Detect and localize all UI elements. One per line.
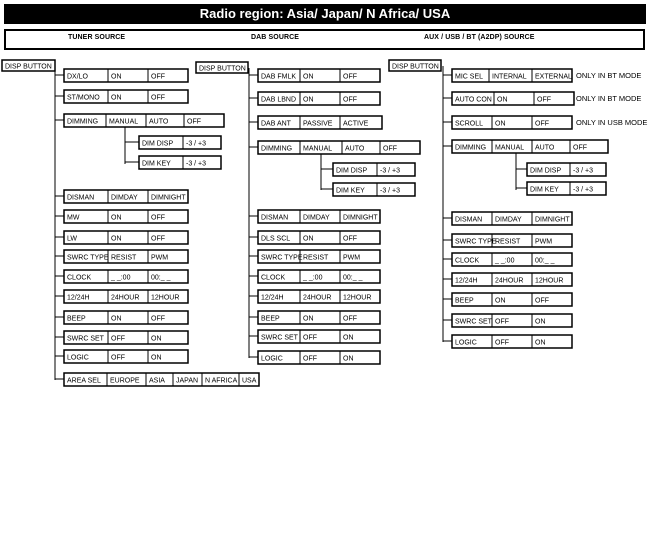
aux-row-swrc-type — [452, 234, 572, 247]
tuner-row-area-sel-cell-4: N AFRICA — [205, 377, 238, 385]
dab-row-dim-disp-cell-1: -3 / +3 — [380, 167, 401, 175]
dab-row-swrc-type — [258, 250, 380, 263]
tuner-row-12-24h-cell-1: 24HOUR — [111, 294, 140, 302]
dab-row-dls-scl-cell-2: OFF — [343, 235, 357, 243]
tuner-row-dx-lo-cell-2: OFF — [151, 73, 165, 81]
aux-row-logic-cell-1: OFF — [495, 339, 509, 347]
aux-row-12-24h-cell-1: 24HOUR — [495, 277, 524, 285]
tuner-row-dimming-cell-0: DIMMING — [67, 118, 99, 126]
aux-row-scroll-cell-0: SCROLL — [455, 120, 484, 128]
aux-row-logic-cell-2: ON — [535, 339, 546, 347]
tuner-row-beep-cell-2: OFF — [151, 315, 165, 323]
dab-row-12-24h-cell-1: 24HOUR — [303, 294, 332, 302]
tuner-source-header: TUNER SOURCE — [68, 34, 126, 41]
tuner-row-logic-cell-2: ON — [151, 354, 162, 362]
dab-row-logic — [258, 351, 380, 364]
dab-row-12-24h — [258, 290, 380, 303]
dab-row-dim-key-cell-1: -3 / +3 — [380, 187, 401, 195]
aux-row-disman-cell-1: DIMDAY — [495, 216, 522, 224]
tuner-row-lw — [64, 231, 188, 244]
tuner-row-dx-lo-cell-0: DX/LO — [67, 73, 89, 81]
aux-row-dimming-cell-3: OFF — [573, 144, 587, 152]
dab-row-dab-lbnd — [258, 92, 380, 105]
aux-row-dimming — [452, 140, 608, 153]
tuner-row-swrc-type — [64, 250, 188, 263]
tuner-row-mw-frame — [64, 210, 188, 223]
dab-row-dls-scl — [258, 231, 380, 244]
dab-row-logic-cell-0: LOGIC — [261, 355, 283, 363]
dab-row-dab-lbnd-cell-1: ON — [303, 96, 314, 104]
aux-row-swrc-set-cell-0: SWRC SET — [455, 318, 492, 326]
dab-row-clock-cell-1: _ _:00 — [303, 274, 323, 282]
aux-row-auto-con-cell-2: OFF — [537, 96, 551, 104]
tuner-row-dx-lo — [64, 69, 188, 82]
aux-row-beep-cell-1: ON — [495, 297, 506, 305]
aux-row-mic-sel — [452, 69, 572, 82]
dab-row-swrc-type-cell-1: RESIST — [303, 254, 329, 262]
aux-row-beep-cell-0: BEEP — [455, 297, 474, 305]
aux-row-dim-key-cell-0: DIM KEY — [530, 186, 559, 194]
dab-row-logic-cell-1: OFF — [303, 355, 317, 363]
aux-row-clock-cell-1: _ _:00 — [495, 257, 515, 265]
aux-row-dimming-cell-1: MANUAL — [495, 144, 525, 152]
tuner-row-dim-key — [139, 156, 221, 169]
aux-row-swrc-set-cell-1: OFF — [495, 318, 509, 326]
aux-row-dimming-cell-2: AUTO — [535, 144, 555, 152]
aux-row-dim-disp — [527, 163, 606, 176]
dab-row-dls-scl-cell-1: ON — [303, 235, 314, 243]
tuner-row-dim-disp — [139, 136, 221, 149]
dab-row-dim-key-cell-0: DIM KEY — [336, 187, 365, 195]
tuner-row-clock — [64, 270, 188, 283]
tuner-row-dim-disp-cell-1: -3 / +3 — [186, 140, 207, 148]
aux-row-mic-sel-cell-1: INTERNAL — [492, 73, 527, 81]
aux-row-scroll-cell-2: OFF — [535, 120, 549, 128]
tuner-row-disman-cell-2: DIMNIGHT — [151, 194, 186, 202]
dab-row-swrc-type-cell-0: SWRC TYPE — [261, 254, 303, 262]
tuner-row-swrc-type-cell-0: SWRC TYPE — [67, 254, 109, 262]
dab-row-dimming — [258, 141, 420, 154]
dab-row-dimming-cell-1: MANUAL — [303, 145, 333, 153]
dab-row-12-24h-cell-0: 12/24H — [261, 294, 284, 302]
tuner-row-dx-lo-cell-1: ON — [111, 73, 122, 81]
dab-row-beep — [258, 311, 380, 324]
aux-row-dim-key-cell-1: -3 / +3 — [573, 186, 594, 194]
dab-row-dab-ant — [258, 116, 382, 129]
tuner-row-disman-cell-0: DISMAN — [67, 194, 95, 202]
dab-row-12-24h-cell-2: 12HOUR — [343, 294, 372, 302]
aux-row-disman-cell-2: DIMNIGHT — [535, 216, 570, 224]
tuner-row-beep-cell-0: BEEP — [67, 315, 86, 323]
dab-row-dab-ant-cell-0: DAB ANT — [261, 120, 291, 128]
aux-row-auto-con — [452, 92, 574, 105]
tuner-row-logic-cell-0: LOGIC — [67, 354, 89, 362]
tuner-row-beep-cell-1: ON — [111, 315, 122, 323]
tuner-row-dimming — [64, 114, 224, 127]
dab-row-beep-cell-1: ON — [303, 315, 314, 323]
aux-row-12-24h-cell-2: 12HOUR — [535, 277, 564, 285]
dab-row-dimming-cell-2: AUTO — [345, 145, 365, 153]
dab-row-dab-fmlk-cell-1: ON — [303, 73, 314, 81]
diagram-title: Radio region: Asia/ Japan/ N Africa/ USA — [4, 4, 646, 24]
aux-row-beep-cell-2: OFF — [535, 297, 549, 305]
dab-row-disman-cell-0: DISMAN — [261, 214, 289, 222]
aux-source-header: AUX / USB / BT (A2DP) SOURCE — [424, 34, 535, 41]
aux-row-mic-sel-cell-2: EXTERNAL — [535, 73, 572, 81]
aux-row-disman — [452, 212, 572, 225]
tuner-row-area-sel-cell-0: AREA SEL — [67, 377, 101, 385]
tuner-row-logic — [64, 350, 188, 363]
aux-row-beep — [452, 293, 572, 306]
tuner-row-logic-cell-1: OFF — [111, 354, 125, 362]
dab-row-swrc-set-cell-0: SWRC SET — [261, 334, 298, 342]
dab-row-beep-cell-2: OFF — [343, 315, 357, 323]
dab-row-clock — [258, 270, 380, 283]
aux-row-logic-cell-0: LOGIC — [455, 339, 477, 347]
tuner-row-swrc-type-cell-1: RESIST — [111, 254, 137, 262]
dab-row-dim-disp-cell-0: DIM DISP — [336, 167, 368, 175]
aux-row-swrc-set-cell-2: ON — [535, 318, 546, 326]
tuner-row-mw-cell-2: OFF — [151, 214, 165, 222]
dab-row-dab-lbnd-cell-2: OFF — [343, 96, 357, 104]
tuner-row-lw-frame — [64, 231, 188, 244]
aux-row-scroll-cell-1: ON — [495, 120, 506, 128]
tuner-row-dim-disp-cell-0: DIM DISP — [142, 140, 174, 148]
dab-row-logic-cell-2: ON — [343, 355, 354, 363]
dab-row-dab-lbnd-cell-0: DAB LBND — [261, 96, 297, 104]
dab-row-disman — [258, 210, 380, 223]
dab-source-header: DAB SOURCE — [251, 34, 300, 41]
dab-row-swrc-type-cell-2: PWM — [343, 254, 361, 262]
dab-row-clock-cell-2: 00:_ _ — [343, 274, 363, 282]
tuner-row-dim-key-cell-0: DIM KEY — [142, 160, 171, 168]
tuner-row-lw-cell-2: OFF — [151, 235, 165, 243]
tuner-row-clock-cell-2: 00:_ _ — [151, 274, 171, 282]
mode-note-1: ONLY IN BT MODE — [576, 94, 642, 103]
aux-row-clock-cell-2: 00:_ _ — [535, 257, 555, 265]
tuner-row-disman — [64, 190, 188, 203]
tuner-row-swrc-set-cell-2: ON — [151, 335, 162, 343]
tuner-row-lw-cell-0: LW — [67, 235, 77, 243]
tuner-row-swrc-set-cell-1: OFF — [111, 335, 125, 343]
aux-row-12-24h — [452, 273, 572, 286]
tuner-row-st-mono — [64, 90, 188, 103]
tuner-row-st-mono-cell-2: OFF — [151, 94, 165, 102]
aux-row-12-24h-cell-0: 12/24H — [455, 277, 478, 285]
dab-row-dimming-cell-3: OFF — [383, 145, 397, 153]
dab-row-dls-scl-cell-0: DLS SCL — [261, 235, 291, 243]
aux-row-auto-con-cell-1: ON — [497, 96, 508, 104]
tuner-row-mw-cell-1: ON — [111, 214, 122, 222]
tuner-row-area-sel-cell-2: ASIA — [149, 377, 165, 385]
dab-row-swrc-set-cell-2: ON — [343, 334, 354, 342]
aux-row-clock-cell-0: CLOCK — [455, 257, 480, 265]
dab-row-dab-fmlk-cell-0: DAB FMLK — [261, 73, 297, 81]
tuner-row-disman-cell-1: DIMDAY — [111, 194, 138, 202]
dab-row-swrc-set — [258, 330, 380, 343]
tuner-row-swrc-set-cell-0: SWRC SET — [67, 335, 104, 343]
aux-row-dimming-cell-0: DIMMING — [455, 144, 487, 152]
aux-row-clock — [452, 253, 572, 266]
tuner-row-area-sel — [64, 373, 259, 386]
aux-row-logic — [452, 335, 572, 348]
dab-row-beep-cell-0: BEEP — [261, 315, 280, 323]
aux-row-dim-disp-cell-1: -3 / +3 — [573, 167, 594, 175]
tuner-row-12-24h — [64, 290, 188, 303]
tuner-row-area-sel-cell-1: EUROPE — [110, 377, 140, 385]
tuner-row-area-sel-cell-5: USA — [242, 377, 257, 385]
tuner-row-dim-key-cell-1: -3 / +3 — [186, 160, 207, 168]
mode-note-0: ONLY IN BT MODE — [576, 71, 642, 80]
dab-row-dab-ant-cell-1: PASSIVE — [303, 120, 333, 128]
dab-row-clock-cell-0: CLOCK — [261, 274, 286, 282]
tuner-row-beep — [64, 311, 188, 324]
tuner-row-clock-cell-0: CLOCK — [67, 274, 92, 282]
aux-row-swrc-type-cell-0: SWRC TYPE — [455, 238, 497, 246]
aux-row-dim-key — [527, 182, 606, 195]
tuner-row-dimming-cell-2: AUTO — [149, 118, 169, 126]
aux-row-swrc-type-cell-2: PWM — [535, 238, 553, 246]
mode-note-2: ONLY IN USB MODE — [576, 118, 648, 127]
tuner-disp-button-label: DISP BUTTON — [5, 63, 52, 71]
tuner-row-swrc-type-cell-2: PWM — [151, 254, 169, 262]
aux-row-disman-cell-0: DISMAN — [455, 216, 483, 224]
dab-row-disman-cell-2: DIMNIGHT — [343, 214, 378, 222]
tuner-row-dimming-cell-3: OFF — [187, 118, 201, 126]
dab-disp-button-label: DISP BUTTON — [199, 65, 246, 73]
aux-row-swrc-type-cell-1: RESIST — [495, 238, 521, 246]
aux-row-dim-disp-cell-0: DIM DISP — [530, 167, 562, 175]
aux-disp-button-label: DISP BUTTON — [392, 63, 439, 71]
tuner-row-st-mono-cell-1: ON — [111, 94, 122, 102]
dab-row-dim-key — [333, 183, 415, 196]
tuner-row-area-sel-cell-3: JAPAN — [176, 377, 199, 385]
tuner-row-lw-cell-1: ON — [111, 235, 122, 243]
aux-row-scroll — [452, 116, 572, 129]
dab-row-disman-cell-1: DIMDAY — [303, 214, 330, 222]
aux-row-auto-con-cell-0: AUTO CON — [455, 96, 492, 104]
dab-row-dim-disp — [333, 163, 415, 176]
aux-row-swrc-set — [452, 314, 572, 327]
tuner-row-12-24h-cell-2: 12HOUR — [151, 294, 180, 302]
dab-row-dab-ant-cell-2: ACTIVE — [343, 120, 369, 128]
aux-row-mic-sel-cell-0: MIC SEL — [455, 73, 484, 81]
dab-row-dab-fmlk-cell-2: OFF — [343, 73, 357, 81]
tuner-row-clock-cell-1: _ _:00 — [111, 274, 131, 282]
tuner-row-mw-cell-0: MW — [67, 214, 80, 222]
tuner-row-12-24h-cell-0: 12/24H — [67, 294, 90, 302]
tuner-row-st-mono-cell-0: ST/MONO — [67, 94, 100, 102]
dab-row-swrc-set-cell-1: OFF — [303, 334, 317, 342]
tuner-row-swrc-set — [64, 331, 188, 344]
dab-row-dab-fmlk — [258, 69, 380, 82]
tuner-row-dimming-cell-1: MANUAL — [109, 118, 139, 126]
tuner-row-mw — [64, 210, 188, 223]
dab-row-dimming-cell-0: DIMMING — [261, 145, 293, 153]
